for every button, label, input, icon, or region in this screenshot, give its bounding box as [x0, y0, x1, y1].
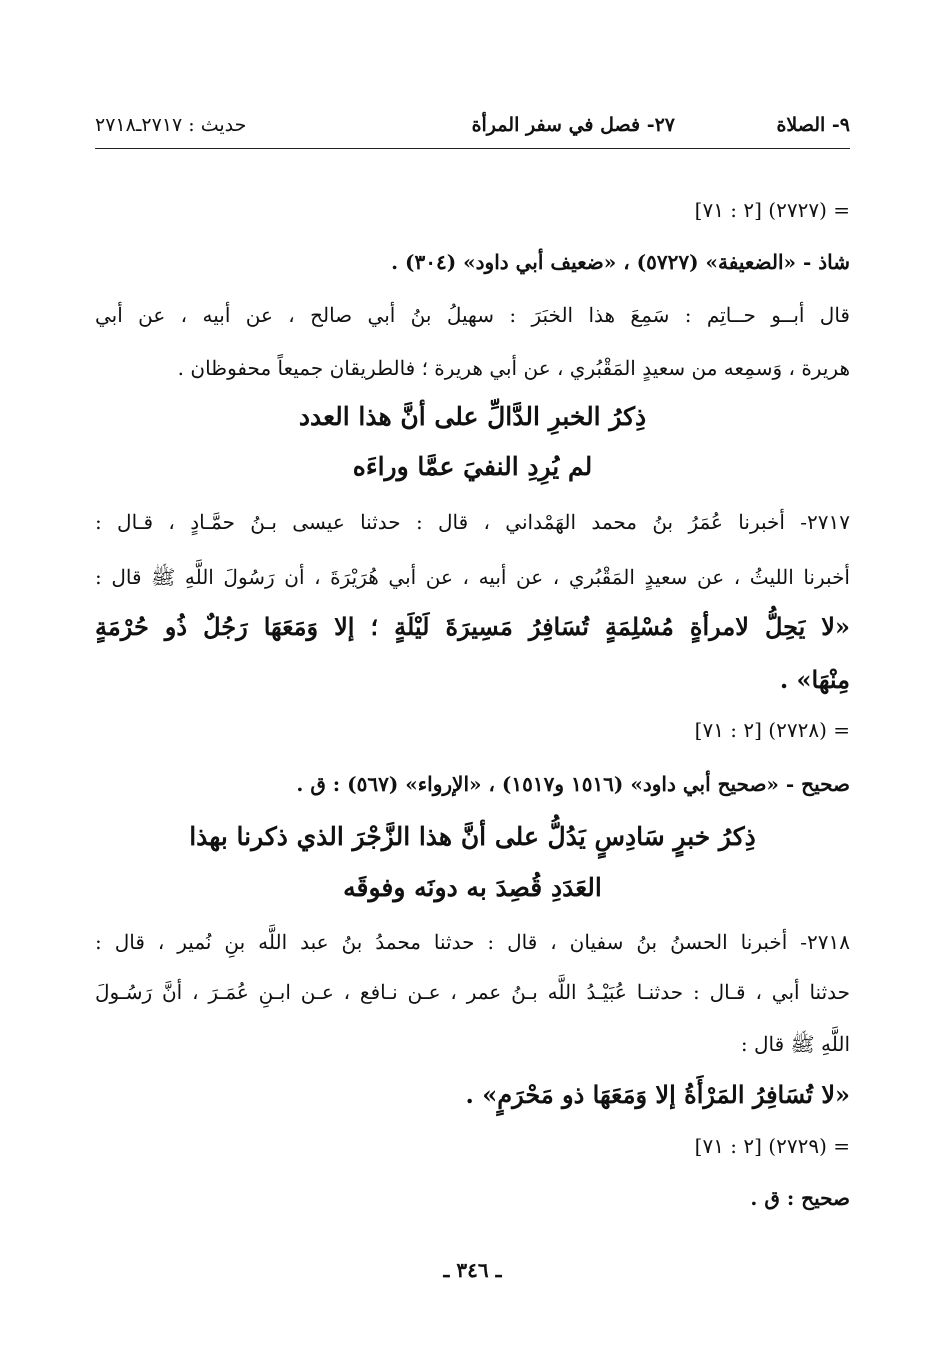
running-header [95, 114, 850, 148]
cross-reference-2729: = (٢٧٢٩) [٢ : ٧١] [694, 1134, 850, 1158]
grading-2728: صحيح - «صحيح أبي داود» (١٥١٦ و١٥١٧) ، «الإرواء» (٥٦٧) : ق . [296, 772, 850, 796]
chapter-heading-2-line-2: العَدَدِ قُصِدَ به دونَه وفوقَه [343, 873, 602, 902]
hadith-2717-chain-line-2: أخبرنا الليثُ ، عن سعيدٍ المَقْبُري ، عن أبيه ، عن أبي هُرَيْرَةَ ، أن رَسُولَ اللَّهِ ﷺ قال : [95, 565, 850, 589]
hadith-2717-text-line-2: مِنْهَا» . [779, 665, 850, 694]
cross-reference-2728: = (٢٧٢٨) [٢ : ٧١] [694, 718, 850, 742]
chapter-heading-line-2: لم يُرِدِ النفيَ عمَّا وراءَه [352, 452, 593, 481]
hadith-2717-text-line-1: «لا يَحِلُّ لامرأةٍ مُسْلِمَةٍ تُسَافِرُ مَسِيرَةَ لَيْلَةٍ ؛ إلا وَمَعَهَا رَجُلٌ ذُو حُرْمَةٍ [95, 612, 850, 641]
hadith-2718-chain-line-1: ٢٧١٨- أخبرنا الحسنُ بنُ سفيان ، قال : حدثنا محمدُ بنُ عبد اللَّه بنِ نُمير ، قال : [95, 930, 850, 954]
chapter-heading-line-1: ذِكرُ الخبرِ الدَّالِّ على أنَّ هذا العدد [298, 402, 647, 431]
grading-2727: شاذ - «الضعيفة» (٥٧٢٧) ، «ضعيف أبي داود» (٣٠٤) . [391, 250, 850, 274]
hadith-2718-text: «لا تُسَافِرُ المَرْأَةُ إلا وَمَعَهَا ذو مَحْرَمٍ» . [465, 1080, 850, 1109]
hadith-range: حديث : ٢٧١٧ـ٢٧١٨ [95, 114, 247, 136]
chapter-title: ٩- الصلاة [776, 114, 850, 136]
grading-2729: صحيح : ق . [750, 1186, 850, 1210]
hadith-2717-chain-line-1: ٢٧١٧- أخبرنا عُمَرُ بنُ محمد الهَمْداني ، قال : حدثنا عيسى بـنُ حمَّـادٍ ، قـال : [95, 510, 850, 534]
abu-hatim-comment-line-1: قال أبــو حــاتِم : سَمِعَ هذا الخبَرَ : سهيلُ بنُ أبي صالح ، عن أبيه ، عن أبي [95, 303, 850, 327]
hadith-2718-chain-line-3: اللَّهِ ﷺ قال : [740, 1032, 850, 1056]
abu-hatim-comment-line-2: هريرة ، وَسمِعه من سعيدٍ المَقْبُري ، عن أبي هريرة ؛ فالطريقان جميعاً محفوظان . [177, 356, 850, 380]
hadith-2718-chain-line-2: حدثنا أبي ، قـال : حدثنـا عُبَيْـدُ اللَّه بـنُ عمر ، عـن نـافع ، عـن ابـنِ عُمَـرَ ، أنَّ رَسُـولَ [95, 980, 851, 1004]
section-title: ٢٧- فصل في سفر المرأة [471, 114, 675, 136]
chapter-heading-2-line-1: ذِكرُ خبرٍ سَادِسٍ يَدُلُّ على أنَّ هذا الزَّجْرَ الذي ذكرنا بهذا [189, 822, 756, 851]
page-number: ـ ٣٤٦ ـ [443, 1258, 502, 1282]
cross-reference-2727: = (٢٧٢٧) [٢ : ٧١] [694, 198, 850, 222]
book-page [95, 100, 850, 1330]
header-rule [95, 148, 850, 149]
